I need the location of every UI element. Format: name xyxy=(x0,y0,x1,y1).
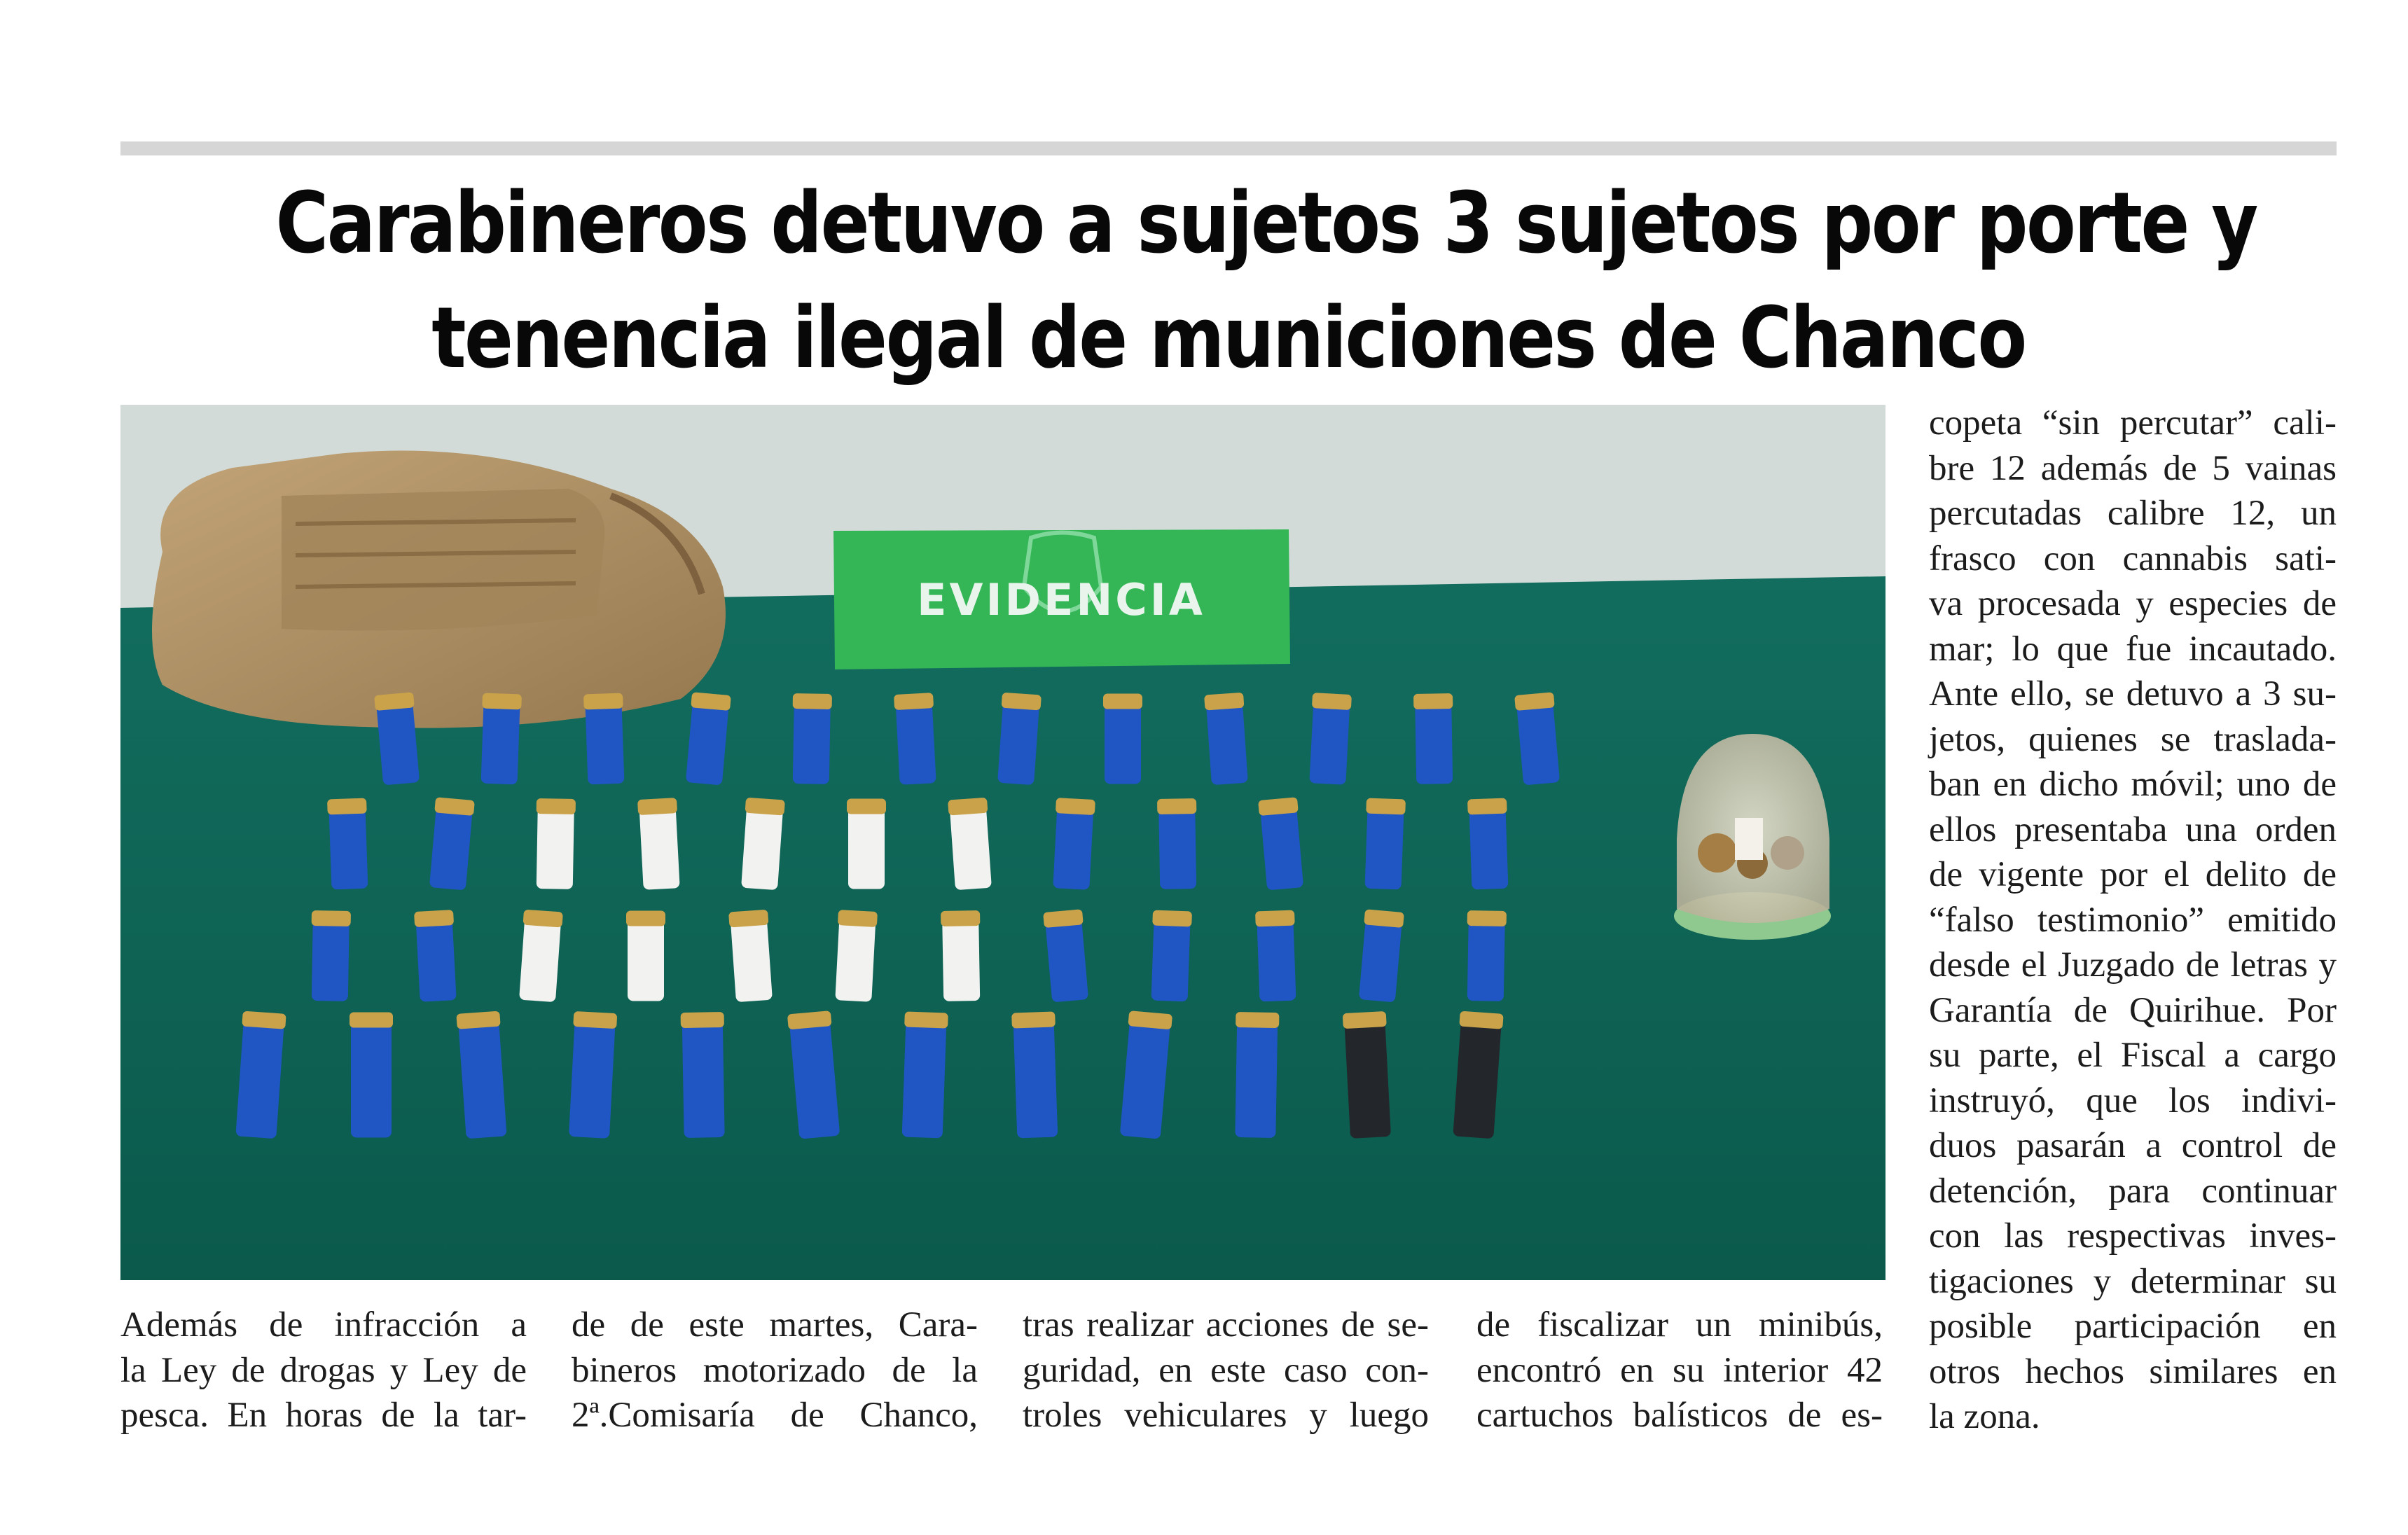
column-4 xyxy=(1476,1303,1883,1438)
evidence-photo xyxy=(120,405,1885,1280)
headline xyxy=(275,167,2257,396)
shotgun-cartridge xyxy=(1204,693,1250,786)
column-5-line: con las respectivas inves- xyxy=(1929,1216,2337,1256)
evidencia-sign xyxy=(833,529,1290,669)
shotgun-cartridge xyxy=(350,1013,393,1138)
headline-line-1: Carabineros detuvo a sujetos 3 sujetos por porte y xyxy=(275,175,2257,272)
column-5-line: posible participación en xyxy=(1929,1307,2337,1346)
shotgun-cartridge xyxy=(894,693,938,785)
shotgun-cartridge xyxy=(1103,694,1142,784)
shotgun-cartridge xyxy=(518,910,563,1003)
shotgun-cartridge xyxy=(681,1012,726,1138)
shotgun-cartridge xyxy=(1413,693,1454,784)
column-5-line: otros hechos similares en xyxy=(1929,1352,2337,1391)
shotgun-cartridge xyxy=(535,798,576,889)
shotgun-cartridge xyxy=(567,1011,617,1139)
shotgun-cartridge xyxy=(1233,1012,1279,1138)
shotgun-cartridge xyxy=(414,910,458,1002)
column-3-line: tras realizar acciones de se- xyxy=(1023,1305,1429,1345)
shotgun-cartridge xyxy=(1157,798,1198,889)
column-3-line: guridad, en este caso con- xyxy=(1023,1350,1429,1390)
shotgun-cartridge xyxy=(1466,910,1507,1001)
shotgun-cartridge xyxy=(1467,798,1509,890)
column-3 xyxy=(1023,1303,1429,1438)
column-5-line: la zona. xyxy=(1929,1397,2040,1436)
column-5 xyxy=(1929,401,2337,1440)
column-5-line: bre 12 además de 5 vainas xyxy=(1929,448,2337,488)
column-5-line: Ante ello, se detuvo a 3 su- xyxy=(1929,674,2337,714)
shotgun-cartridge xyxy=(833,910,878,1002)
column-5-line: mar; lo que fue incautado. xyxy=(1929,629,2337,669)
column-5-line: desde el Juzgado de letras y xyxy=(1929,945,2337,985)
column-5-line: ellos presentaba una orden xyxy=(1929,810,2337,849)
column-2 xyxy=(572,1303,978,1438)
column-4-line: de fiscalizar un minibús, xyxy=(1476,1305,1883,1345)
shotgun-cartridge xyxy=(1051,798,1095,890)
column-4-line: cartuchos balísticos de es- xyxy=(1476,1396,1883,1435)
column-5-line: su parte, el Fiscal a cargo xyxy=(1929,1036,2337,1075)
shotgun-cartridge xyxy=(740,798,785,891)
column-1 xyxy=(120,1303,527,1438)
column-1-line: pesca. En horas de la tar- xyxy=(120,1396,527,1435)
shotgun-cartridge xyxy=(941,910,981,1001)
shotgun-cartridge xyxy=(1011,1011,1059,1138)
column-5-line: de vigente por el delito de xyxy=(1929,855,2337,894)
shotgun-cartridge xyxy=(948,798,993,891)
shotgun-cartridge xyxy=(637,798,681,890)
shotgun-cartridge xyxy=(583,693,625,785)
shotgun-cartridge xyxy=(791,693,832,784)
column-5-line: va procesada y especies de xyxy=(1929,584,2337,623)
column-2-line: bineros motorizado de la xyxy=(572,1350,978,1390)
column-5-line: Garantía de Quirihue. Por xyxy=(1929,990,2337,1030)
column-5-line: frasco con cannabis sati- xyxy=(1929,539,2337,578)
shotgun-cartridge xyxy=(728,910,774,1003)
column-2-line: 2ª.Comisaría de Chanco, xyxy=(572,1396,978,1435)
evidencia-sign-text: EVIDENCIA xyxy=(917,574,1205,625)
shotgun-cartridge xyxy=(847,799,886,889)
headline-line-2: tenencia ilegal de municiones de Chanco xyxy=(431,290,2026,387)
column-5-line: copeta “sin percutar” cali- xyxy=(1929,403,2337,443)
evidence-photo-drawing xyxy=(120,405,1885,1280)
column-1-line: la Ley de drogas y Ley de xyxy=(120,1350,527,1390)
shotgun-cartridge xyxy=(1343,1011,1392,1139)
shotgun-cartridge xyxy=(480,693,522,785)
shotgun-cartridge xyxy=(1255,910,1297,1002)
column-5-line: “falso testimonio” emitido xyxy=(1929,900,2337,940)
shotgun-cartridge xyxy=(626,911,665,1001)
shotgun-cartridge xyxy=(327,798,369,890)
shotgun-cartridge xyxy=(1308,693,1352,785)
column-5-line: duos pasarán a control de xyxy=(1929,1126,2337,1165)
shotgun-cartridge xyxy=(1150,910,1192,1002)
column-5-line: percutadas calibre 12, un xyxy=(1929,494,2337,533)
shotgun-cartridge xyxy=(1364,798,1406,890)
column-5-line: tigaciones y determinar su xyxy=(1929,1261,2337,1301)
column-5-line: ban en dicho móvil; uno de xyxy=(1929,765,2337,804)
shotgun-cartridge xyxy=(901,1011,948,1138)
top-rule xyxy=(120,141,2337,155)
column-4-line: encontró en su interior 42 xyxy=(1476,1350,1883,1390)
column-1-line: Además de infracción a xyxy=(120,1305,527,1345)
cannabis-jar xyxy=(1674,734,1831,940)
column-5-line: jetos, quienes se traslada- xyxy=(1929,719,2337,759)
shotgun-cartridge xyxy=(996,693,1042,786)
shotgun-cartridge xyxy=(310,910,351,1001)
column-3-line: troles vehiculares y luego xyxy=(1023,1396,1429,1435)
column-5-line: detención, para continuar xyxy=(1929,1171,2337,1211)
column-2-line: de de este martes, Cara- xyxy=(572,1305,978,1345)
column-5-line: instruyó, que los indivi- xyxy=(1929,1081,2337,1120)
